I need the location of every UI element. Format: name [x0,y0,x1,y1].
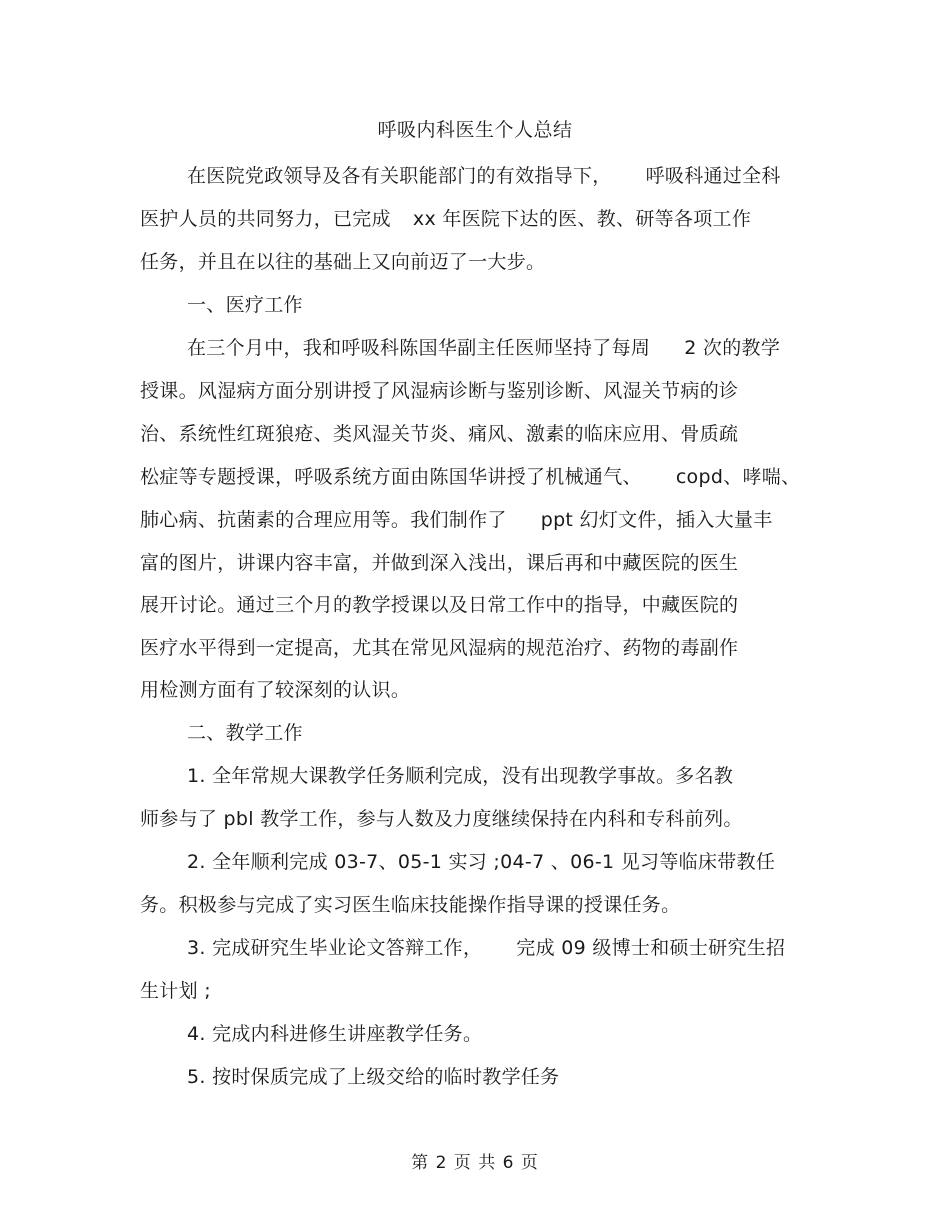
paragraph-line [187,334,780,362]
text-span: 完成 09 级博士和硕士研究生招 [516,937,786,959]
paragraph-line: 任务，并且在以往的基础上又向前迈了一大步。 [140,251,546,273]
list-item: 2. 全年顺利完成 03-7、05-1 实习 ;04-7 、06-1 见习等临床带教任 [187,851,776,873]
text-span: xx 年医院下达的医、教、研等各项工作 [412,208,752,230]
text-span: 医护人员的共同努力，已完成 [140,208,391,230]
paragraph-line: 展开讨论。通过三个月的教学授课以及日常工作中的指导，中藏医院的 [140,594,739,616]
page-number-footer: 第 2 页 共 6 页 [411,1153,539,1173]
paragraph-line [140,205,751,233]
paragraph-line [140,463,800,491]
text-span: 在医院党政领导及各有关职能部门的有效指导下， [187,165,612,187]
text-span: 呼吸科通过全科 [645,165,781,187]
paragraph-line: 务。积极参与完成了实习医生临床技能操作指导课的授课任务。 [140,894,681,916]
paragraph-line: 治、系统性红斑狼疮、类风湿关节炎、痛风、激素的临床应用、骨质疏 [140,423,739,445]
list-item: 4. 完成内科进修生讲座教学任务。 [187,1023,483,1045]
paragraph-line: 生计划 ; [140,980,211,1002]
text-span: ppt 幻灯文件，插入大量丰 [540,509,773,531]
text-span: copd、哮喘、 [675,466,801,488]
text-span: 肺心病、抗菌素的合理应用等。我们制作了 [140,509,507,531]
text-span: 2 次的教学 [684,337,781,359]
paragraph-line [187,162,781,190]
paragraph-line: 医疗水平得到一定提高，尤其在常见风湿病的规范治疗、药物的毒副作 [140,637,739,659]
list-item: 5. 按时保质完成了上级交给的临时教学任务 [187,1066,560,1088]
list-item: 1. 全年常规大课教学任务顺利完成，没有出现教学事故。多名教 [187,765,734,787]
paragraph-line: 师参与了 pbl 教学工作，参与人数及力度继续保持在内科和专科前列。 [140,808,743,830]
document-title: 呼吸内科医生个人总结 [377,119,573,141]
section-heading: 二、教学工作 [187,722,303,744]
paragraph-line: 授课。风湿病方面分别讲授了风湿病诊断与鉴别诊断、风湿关节病的诊 [140,380,739,402]
section-heading: 一、医疗工作 [187,294,303,316]
text-span: 在三个月中，我和呼吸科陈国华副主任医师坚持了每周 [187,337,651,359]
paragraph-line: 富的图片，讲课内容丰富，并做到深入浅出，课后再和中藏医院的医生 [140,552,739,574]
text-span: 松症等专题授课，呼吸系统方面由陈国华讲授了机械通气、 [140,466,642,488]
paragraph-line [140,506,773,534]
paragraph-line: 用检测方面有了较深刻的认识。 [140,679,411,701]
text-span: 3. 完成研究生毕业论文答辩工作， [187,937,483,959]
list-item [187,934,785,962]
